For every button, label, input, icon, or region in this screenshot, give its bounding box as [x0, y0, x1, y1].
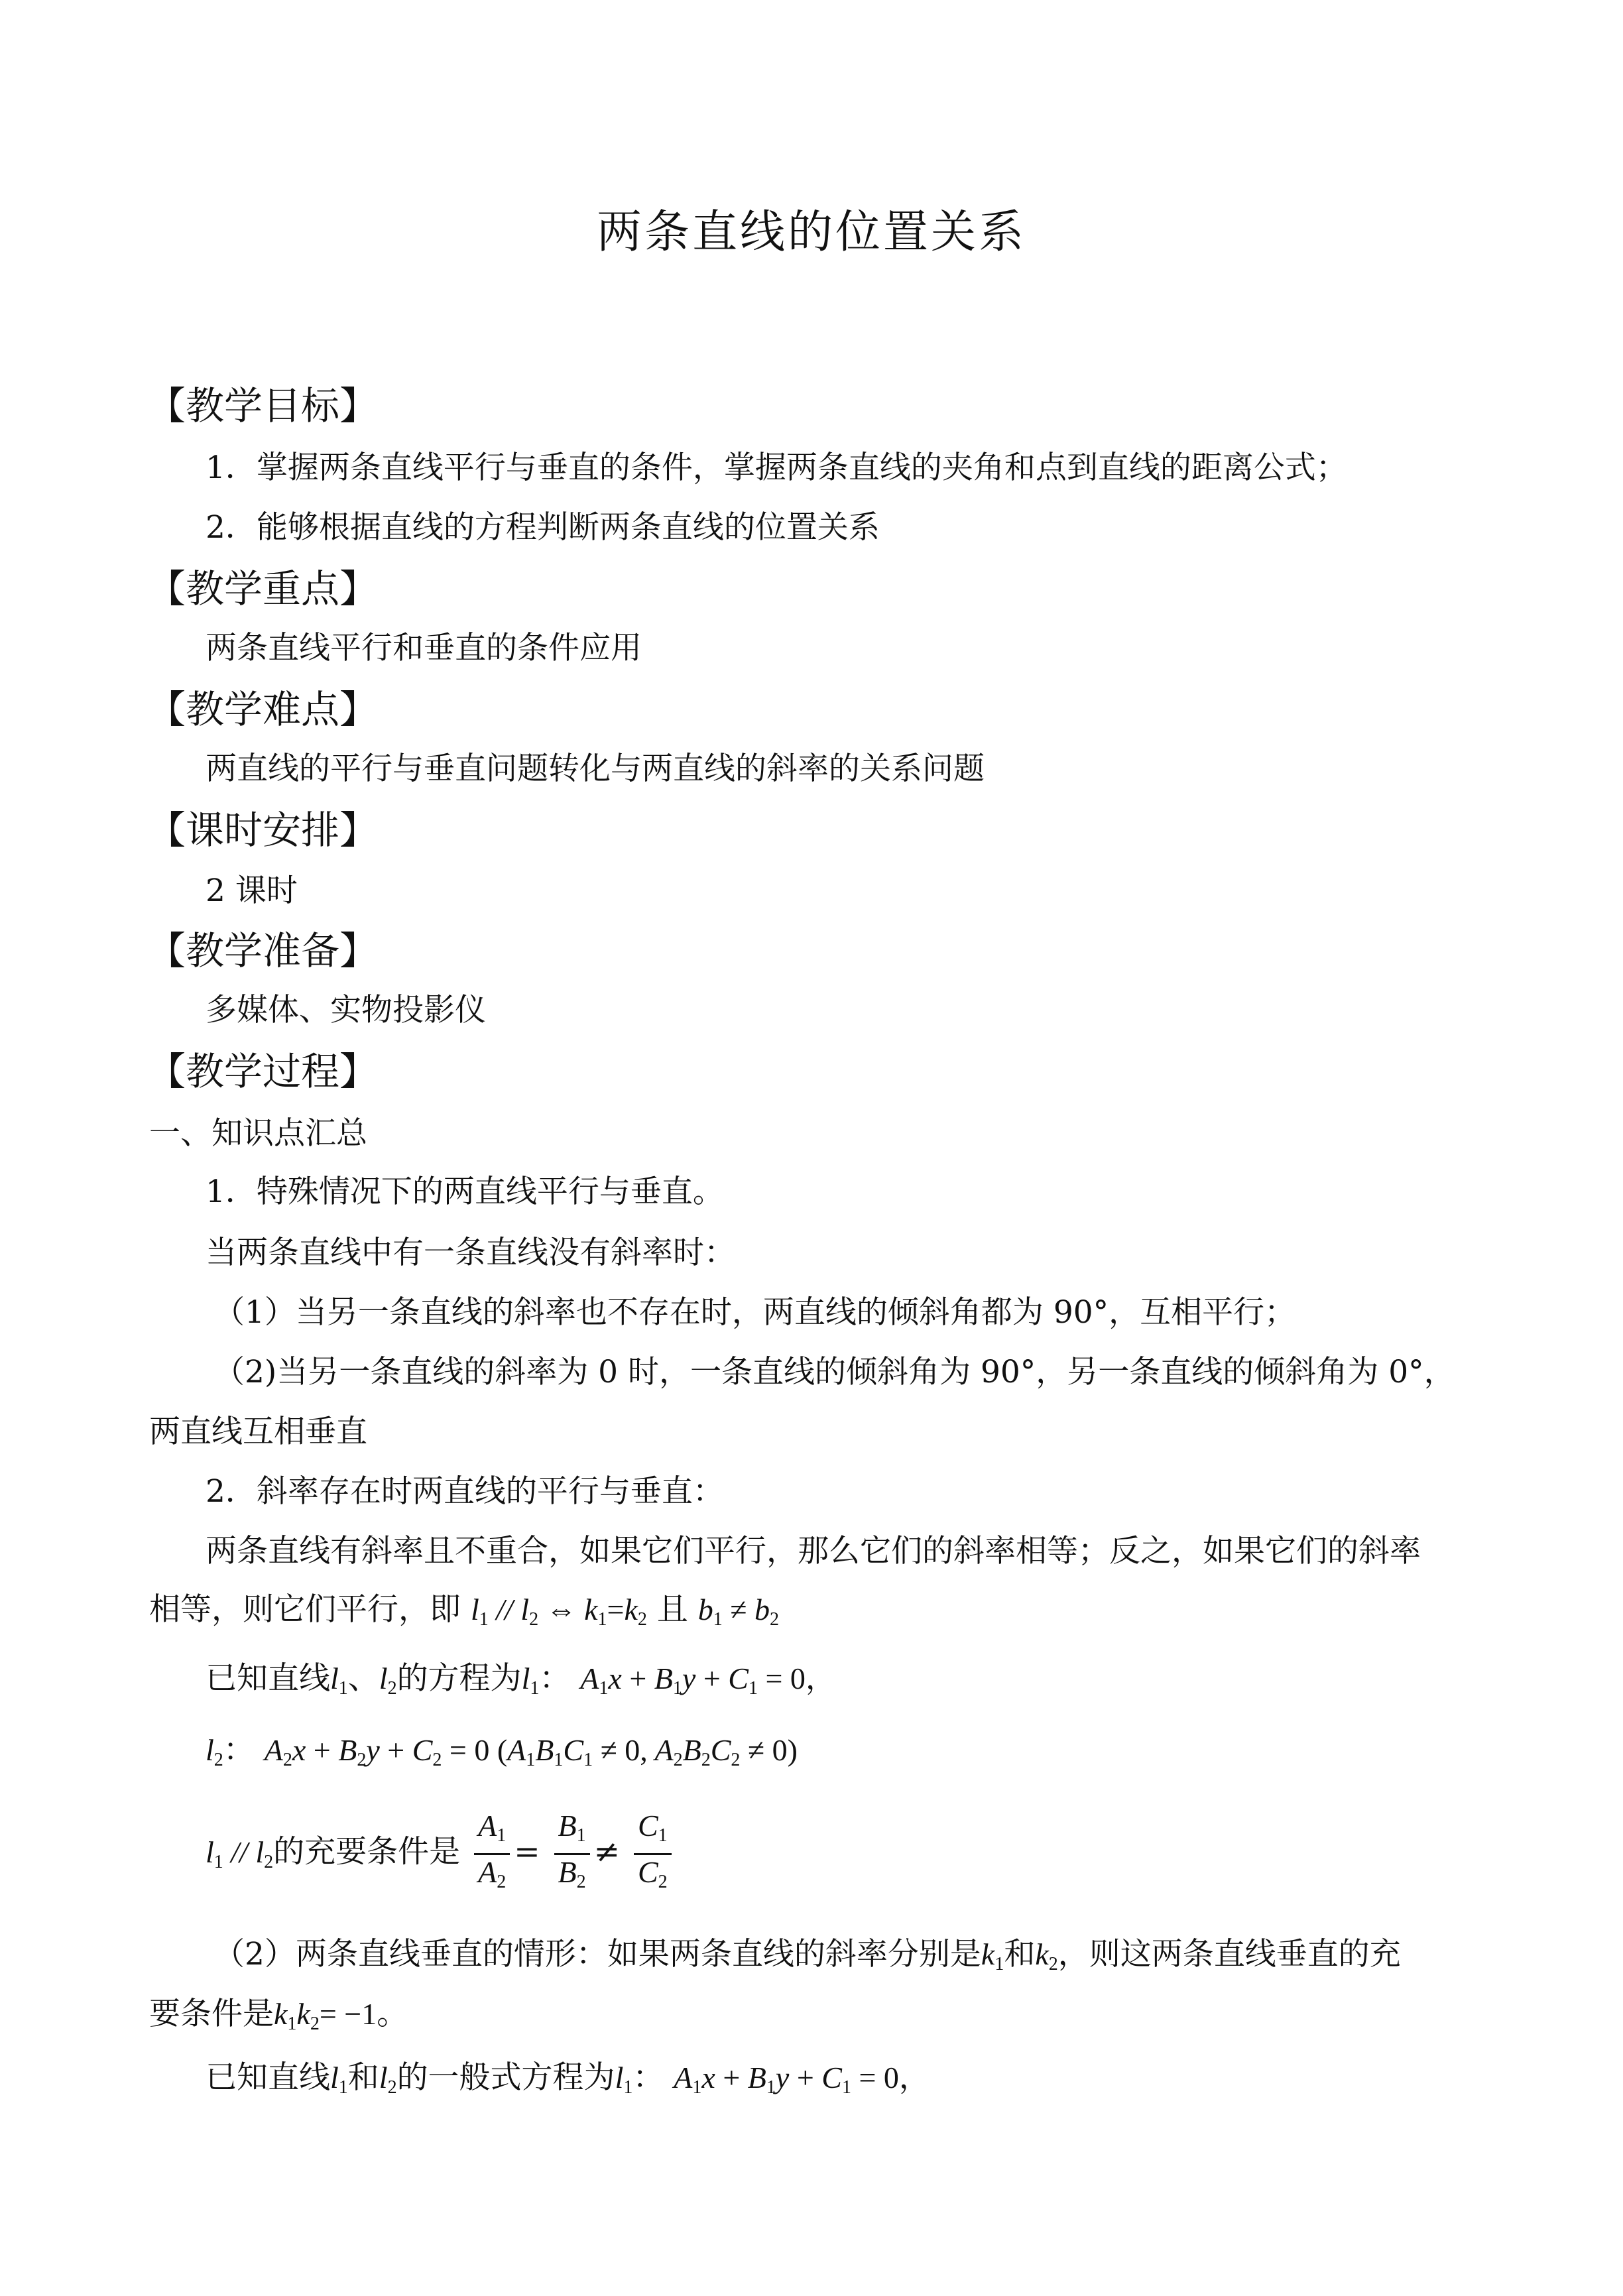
case-intro: 当两条直线中有一条直线没有斜率时：	[206, 1235, 735, 1271]
process-part1: 一、知识点汇总	[149, 1115, 367, 1152]
heading-objectives: 【教学目标】	[147, 383, 379, 428]
parallel-paragraph-line1: 两条直线有斜率且不重合，如果它们平行，那么它们的斜率相等；反之，如果它们的斜率	[206, 1533, 1421, 1569]
perpendicular-line2: 要条件是$k_1k_2= -1$。	[149, 1996, 408, 2034]
line-equation-1: 已知直线$l_1$、$l_2$的方程为$l_1$： $A_1x + B_1y + C_1 = 0$，	[206, 1660, 836, 1699]
equation-l2: $A_2x + B_2y + C_2 = 0$ ($A_1B_1C_1 \ne 0$, $A_2B_2C_2 \ne 0$)	[264, 1733, 798, 1770]
parallel-paragraph-text: 相等，则它们平行，即	[149, 1591, 461, 1628]
perpendicular-line1: （2）两条直线垂直的情形：如果两条直线的斜率分别是$k_1$和$k_2$，则这两条直线垂直的充	[213, 1936, 1401, 1974]
preparation-text: 多媒体、实物投影仪	[206, 992, 486, 1028]
general-equation-l1: $A_1x + B_1y + C_1 = 0$，	[674, 2061, 930, 2098]
heading-process: 【教学过程】	[147, 1049, 379, 1094]
objective-1: 1．掌握两条直线平行与垂直的条件，掌握两条直线的夹角和点到直线的距离公式；	[206, 450, 1347, 486]
line-equation-2: $l_2$： $A_2x + B_2y + C_2 = 0$ ($A_1B_1C_1 \ne 0$, $A_2B_2C_2 \ne 0$)	[206, 1732, 798, 1770]
case-2-line2: 两直线互相垂直	[149, 1414, 367, 1450]
equation-l1: $A_1x + B_1y + C_1 = 0$，	[580, 1662, 836, 1699]
heading-difficulties: 【教学难点】	[147, 687, 379, 732]
process-item1: 1．特殊情况下的两直线平行与垂直。	[206, 1174, 724, 1210]
fraction-a: $\frac{A_1}{A_2}$	[474, 1809, 510, 1900]
parallel-condition: $l_1 // l_2$的充要条件是 $\frac{A_1}{A_2}$ = $\frac{B_1}{B_2}$ ≠ $\frac{C_1}{C_2}$	[206, 1809, 1477, 1902]
parallel-slope-formula: $l_1 // l_2$ ⇔ $k_1=k_2$	[470, 1593, 647, 1630]
general-form-line: 已知直线$l_1$和$l_2$的一般式方程为$l_1$： $A_1x + B_1y + C_1 = 0$，	[206, 2059, 930, 2098]
fraction-c: $\frac{C_1}{C_2}$	[634, 1809, 672, 1900]
schedule-text: 2 课时	[206, 873, 298, 909]
heading-schedule: 【课时安排】	[147, 808, 379, 853]
intercept-formula: $b_1 \ne b_2$	[697, 1593, 780, 1630]
and-text: 且	[656, 1591, 688, 1628]
difficulty-text: 两直线的平行与垂直问题转化与两直线的斜率的关系问题	[206, 751, 985, 787]
keypoint-text: 两条直线平行和垂直的条件应用	[206, 630, 642, 666]
fraction-b: $\frac{B_1}{B_2}$	[554, 1809, 590, 1900]
case-1: （1）当另一条直线的斜率也不存在时，两直线的倾斜角都为 90°，互相平行；	[213, 1294, 1296, 1331]
heading-preparation: 【教学准备】	[147, 928, 379, 973]
heading-keypoints: 【教学重点】	[147, 566, 379, 611]
parallel-paragraph-line2	[149, 1590, 1477, 1640]
perpendicular-formula: $k_1k_2= -1$	[274, 1997, 377, 2034]
objective-2: 2．能够根据直线的方程判断两条直线的位置关系	[206, 509, 880, 546]
page-title: 两条直线的位置关系	[596, 206, 1026, 259]
process-item2: 2．斜率存在时两直线的平行与垂直：	[206, 1473, 724, 1510]
case-2-line1: （2)当另一条直线的斜率为 0 时，一条直线的倾斜角为 90°，另一条直线的倾斜角为 0°，	[213, 1354, 1455, 1390]
